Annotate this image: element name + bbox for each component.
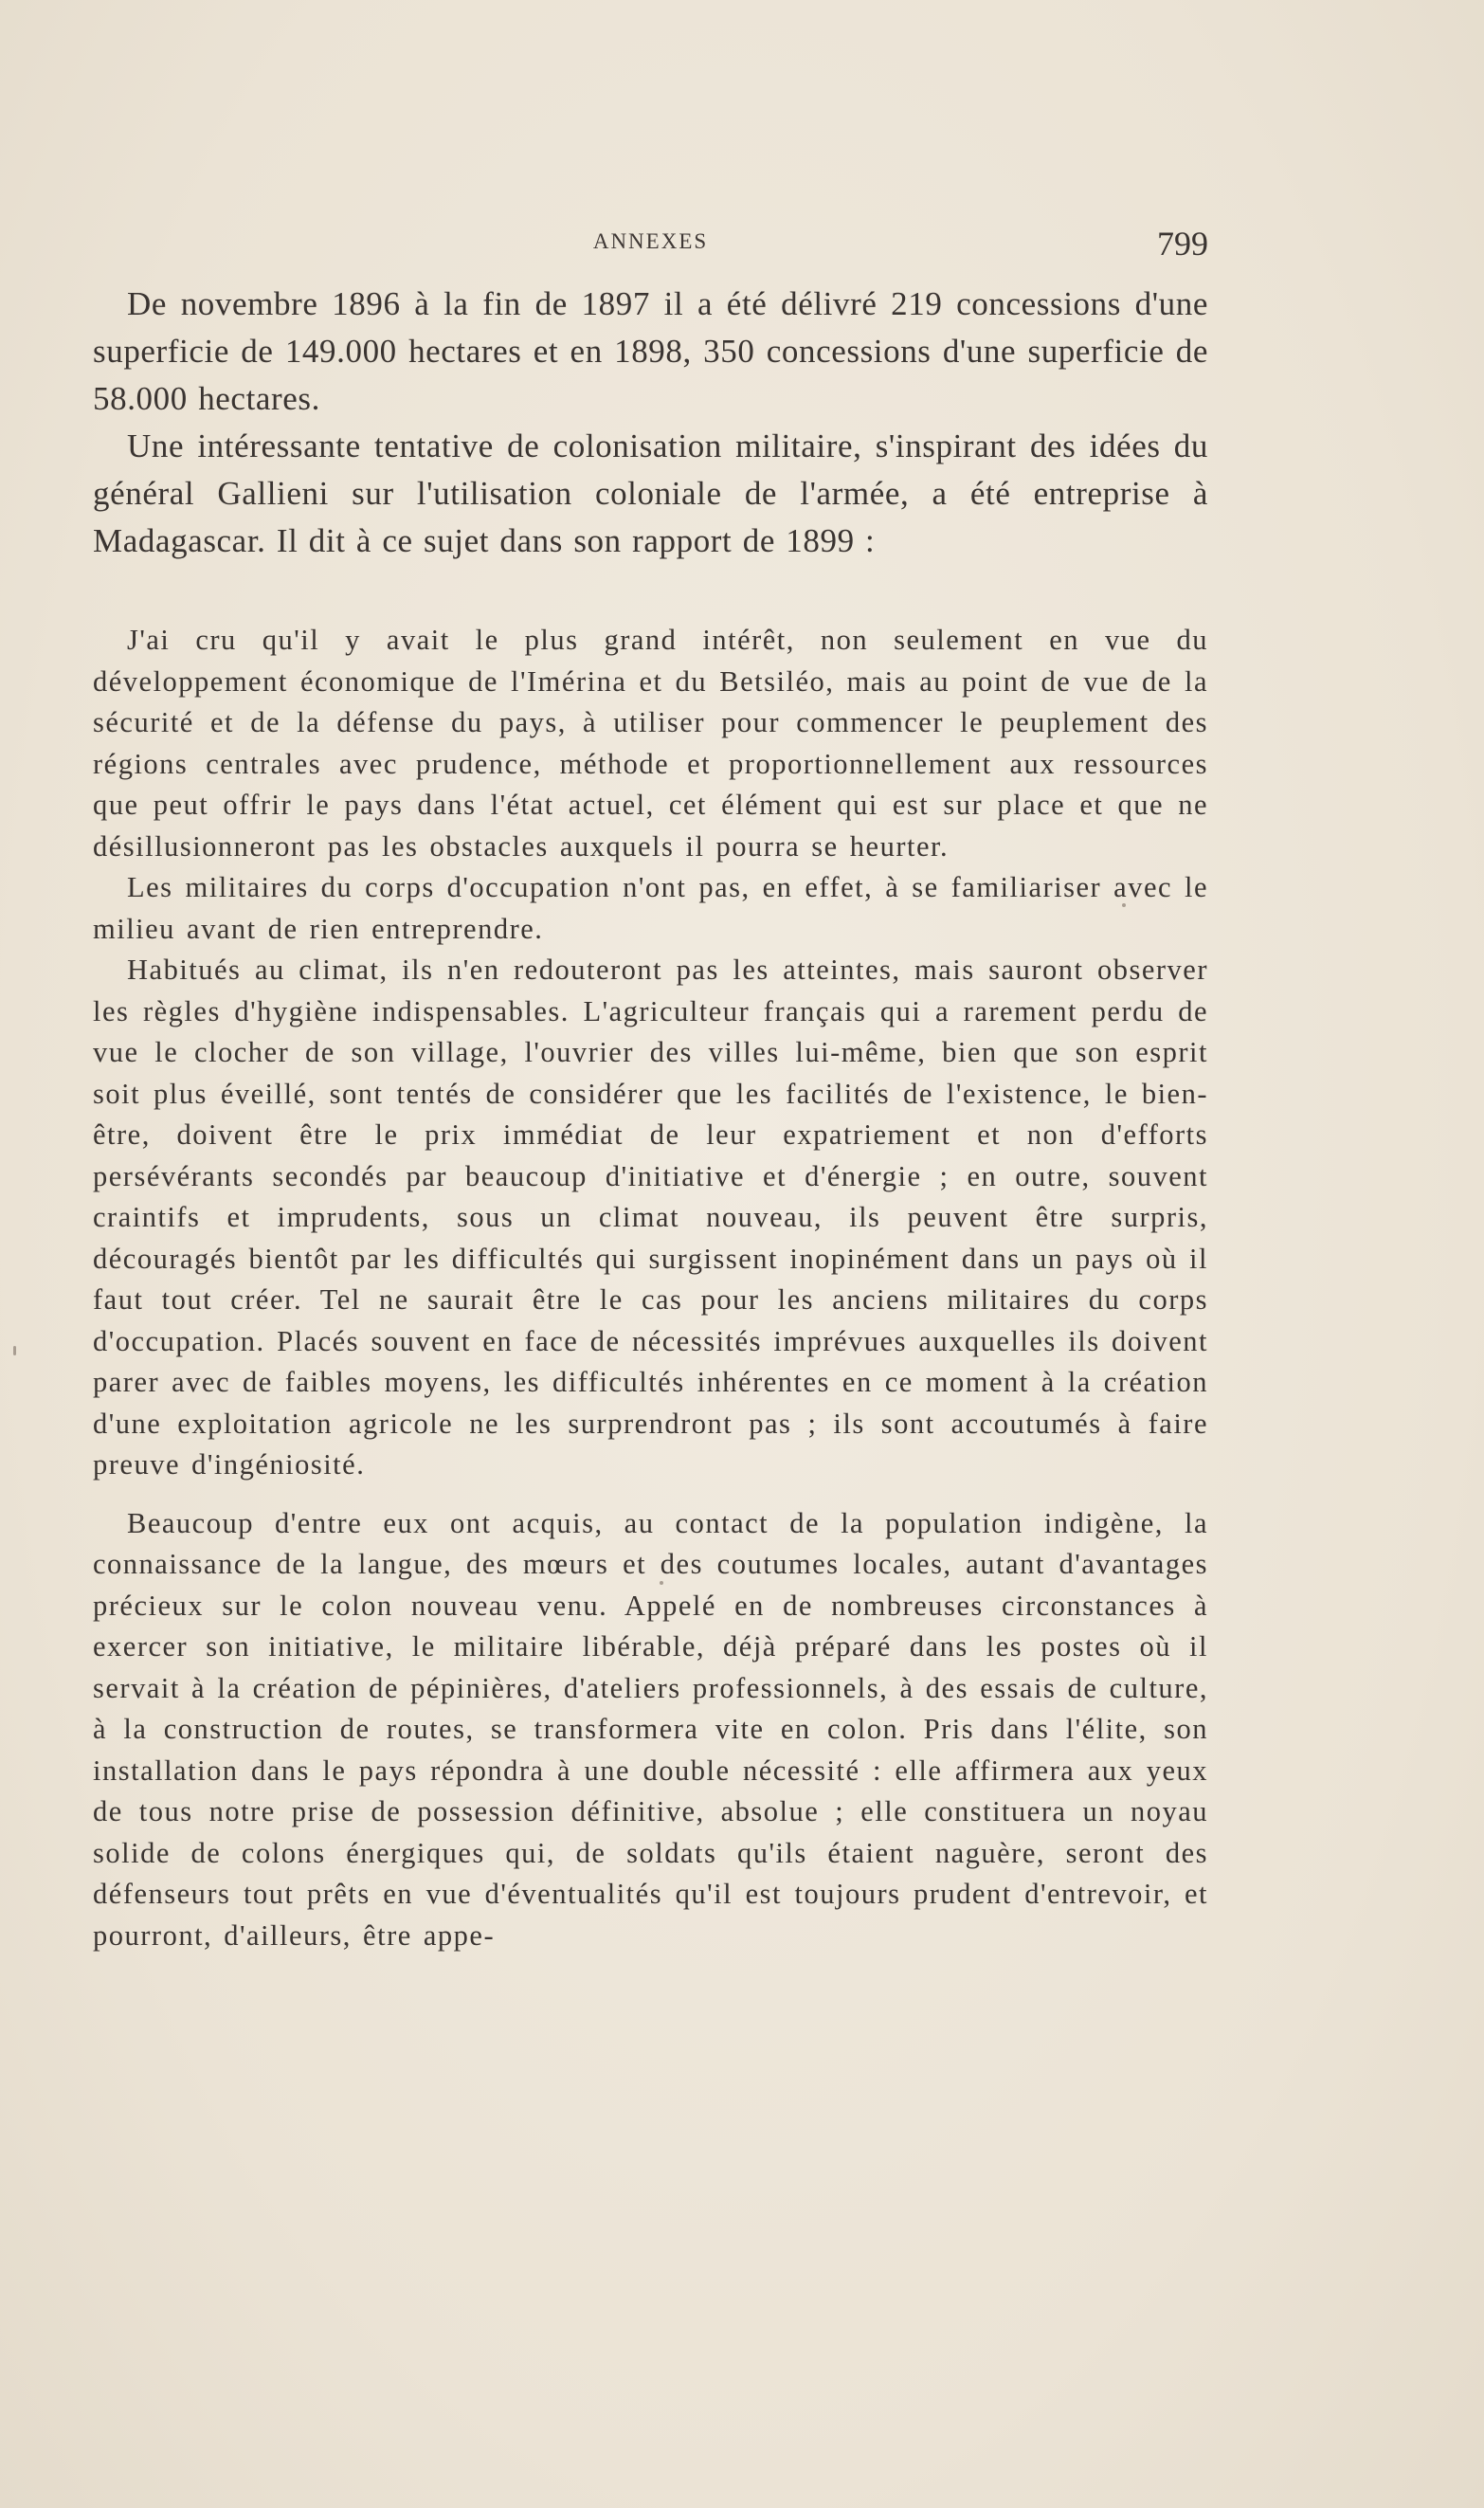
quote-paragraph-3: Habitués au climat, ils n'en redouteront pas les atteintes, mais sauront observer les règles d'hygiène indispensables. L'agriculteur français qui a rarement perdu de vue le clocher de son village, l'ouvrier des villes lui-même, bien que son esprit soit plus éveillé, sont tentés de considérer que les facilités de l'existence, le bien-être, doivent être le prix immédiat de leur expatriement et non d'efforts persévérants secondés par beaucoup d'initiative et d'énergie ; en outre, souvent craintifs et imprudents, sous un climat nouveau, ils peuvent être surpris, découragés bientôt par les difficultés qui surgissent inopinément dans un pays où il faut tout créer. Tel ne saurait être le cas pour les anciens militaires du corps d'occupation. Placés souvent en face de nécessités imprévues auxquelles ils doivent parer avec de faibles moyens, les difficultés inhérentes en ce moment à la création d'une exploitation agricole ne les surprendront pas ; ils sont accoutumés à faire preuve d'ingéniosité. [93,954,1208,1481]
running-title: ANNEXES [592,229,709,253]
intro-paragraph-2: Une intéressante tentative de colonisation militaire, s'inspirant des idées du général Gallieni sur l'utilisation coloniale de l'armée, a été entreprise à Madagascar. Il dit à ce sujet dans son rapport de 1899 : [93,427,1208,559]
page-number: 799 [1157,225,1208,263]
running-head [93,226,1208,264]
quote-paragraph-1: J'ai cru qu'il y avait le plus grand intérêt, non seulement en vue du développement économique de l'Imérina et du Betsiléo, mais au point de vue de la sécurité et de la défense du pays, à utiliser pour commencer le peuplement des régions centrales avec prudence, méthode et proportionnellement aux ressources que peut offrir le pays dans l'état actuel, cet élément qui est sur place et que ne désillusionneront pas les obstacles auxquels il pourra se heurter. [93,624,1208,863]
paper-speck [1122,903,1126,907]
intro-paragraph-1: De novembre 1896 à la fin de 1897 il a été délivré 219 concessions d'une superficie de 149.000 hectares et en 1898, 350 concessions d'une superficie de 58.000 hectares. [93,285,1208,417]
report-quotation [93,620,1208,1956]
paper-speck [660,1581,663,1585]
paper-speck [13,1346,16,1355]
quote-paragraph-2: Les militaires du corps d'occupation n'ont pas, en effet, à se familiariser avec le milieu avant de rien entreprendre. [93,871,1208,945]
quote-paragraph-4: Beaucoup d'entre eux ont acquis, au contact de la population indigène, la connaissance de la langue, des mœurs et des coutumes locales, autant d'avantages précieux sur le colon nouveau venu. Appelé en de nombreuses circonstances à exercer son initiative, le militaire libérable, déjà préparé dans les postes où il servait à la création de pépinières, d'ateliers professionnels, à des essais de culture, à la construction de routes, se transformera vite en colon. Pris dans l'élite, son installation dans le pays répondra à une double nécessité : elle affirmera aux yeux de tous notre prise de possession définitive, absolue ; elle constituera un noyau solide de colons énergiques qui, de soldats qu'ils étaient naguère, seront des défenseurs tout prêts en vue d'éventualités qu'il est toujours prudent d'entrevoir, et pourront, d'ailleurs, être appe- [93,1506,1208,1952]
main-text [93,281,1208,1956]
